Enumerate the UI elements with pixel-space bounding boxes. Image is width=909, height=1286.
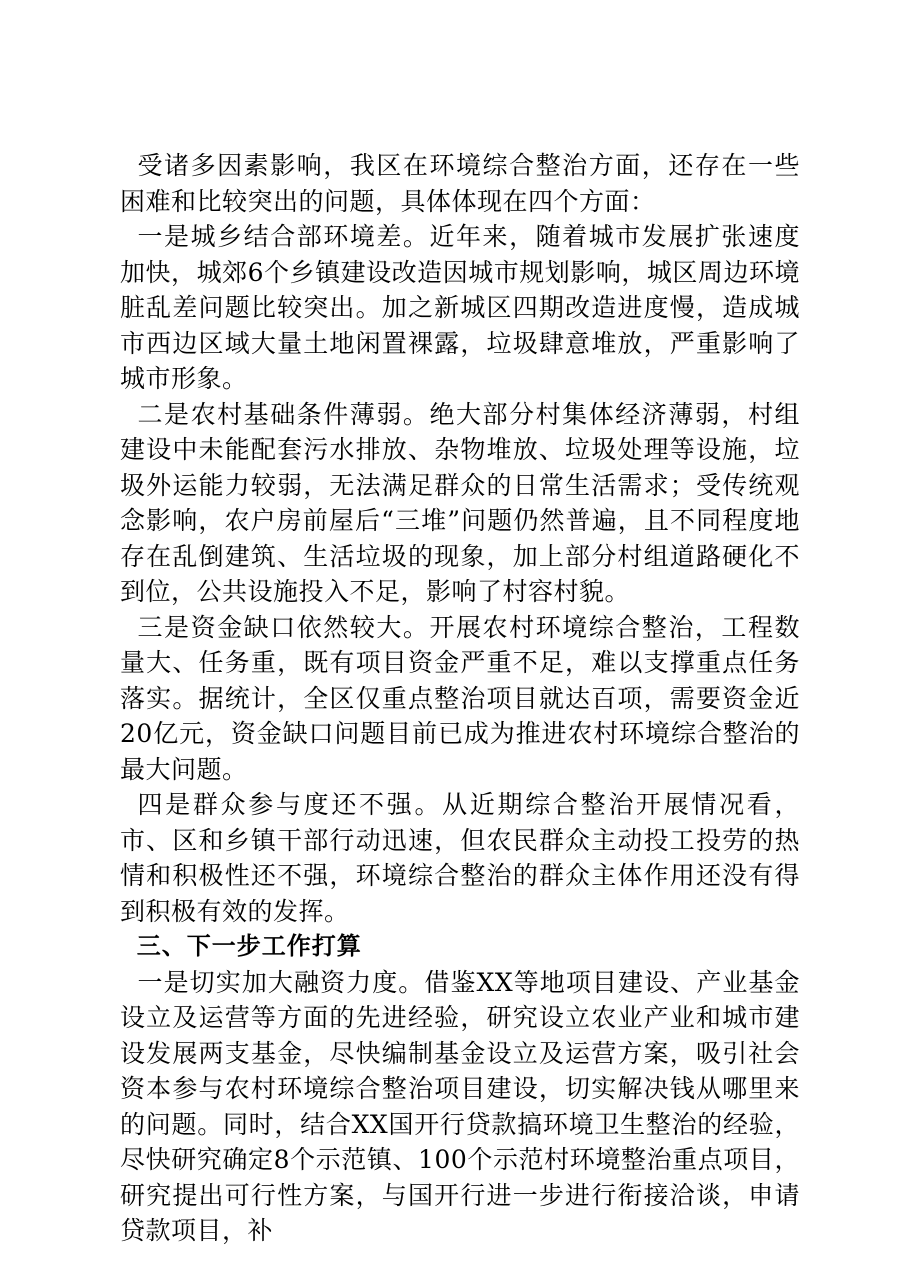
issue-paragraph-3: 三是资金缺口依然较大。开展农村环境综合整治，工程数量大、任务重，既有项目资金严重不足，难以支撑重点任务落实。据统计，全区仅重点整治项目就达百项，需要资金近20亿元，资金缺口问题目前已成为推进农村环境综合整治的最大问题。 [120, 612, 800, 784]
plan-paragraph-1: 一是切实加大融资力度。借鉴XX等地项目建设、产业基金设立及运营等方面的先进经验，研究设立农业产业和城市建设发展两支基金，尽快编制基金设立及运营方案，吸引社会资本参与农村环境综合整治项目建设，切实解决钱从哪里来的问题。同时，结合XX国开行贷款搞环境卫生整治的经验，尽快研究确定8个示范镇、100个示范村环境整治重点项目，研究提出可行性方案，与国开行进一步进行衔接洽谈，申请贷款项目，补 [120, 967, 800, 1245]
issue-paragraph-2: 二是农村基础条件薄弱。绝大部分村集体经济薄弱，村组建设中未能配套污水排放、杂物堆放、垃圾处理等设施，垃圾外运能力较弱，无法满足群众的日常生活需求；受传统观念影响，农户房前屋后“三堆”问题仍然普遍，且不同程度地存在乱倒建筑、生活垃圾的现象，加上部分村组道路硬化不到位，公共设施投入不足，影响了村容村貌。 [120, 399, 800, 606]
document-body [120, 148, 800, 1249]
issue-paragraph-4: 四是群众参与度还不强。从近期综合整治开展情况看，市、区和乡镇干部行动迅速，但农民群众主动投工投劳的热情和积极性还不强，环境综合整治的群众主体作用还没有得到积极有效的发挥。 [120, 790, 800, 926]
issue-paragraph-1: 一是城乡结合部环境差。近年来，随着城市发展扩张速度加快，城郊6个乡镇建设改造因城市规划影响，城区周边环境脏乱差问题比较突出。加之新城区四期改造进度慢，造成城市西边区域大量土地闲置裸露，垃圾肆意堆放，严重影响了城市形象。 [120, 222, 800, 393]
section-heading: 三、下一步工作打算 [136, 932, 362, 960]
intro-paragraph: 受诸多因素影响，我区在环境综合整治方面，还存在一些困难和比较突出的问题，具体体现在四个方面： [120, 151, 800, 216]
